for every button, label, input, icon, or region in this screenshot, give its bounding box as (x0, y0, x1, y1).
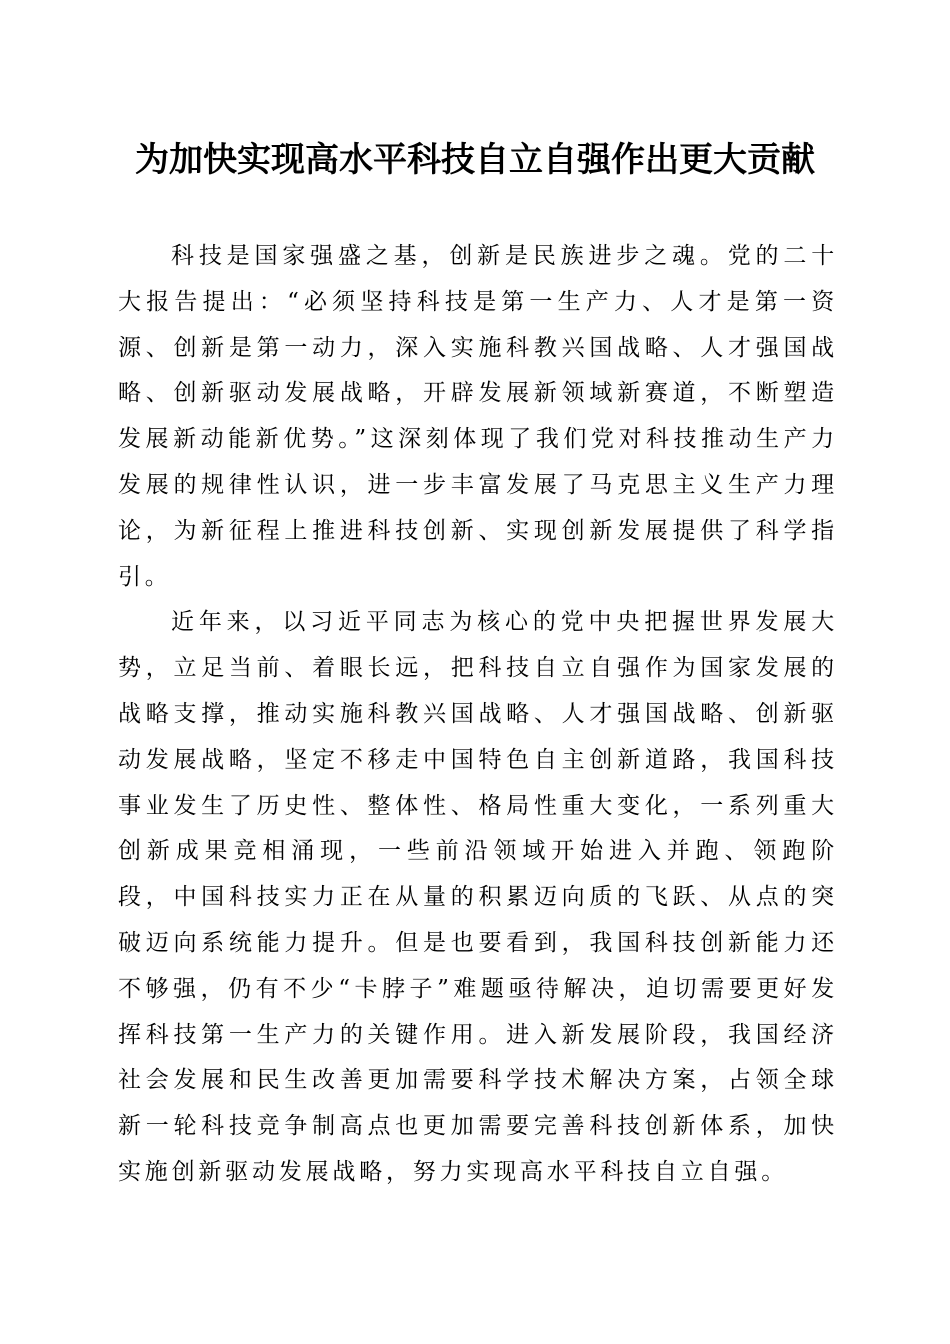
document-title: 为加快实现高水平科技自立自强作出更大贡献 (135, 140, 815, 180)
paragraph-2: 近年来，以习近平同志为核心的党中央把握世界发展大势，立足当前、着眼长远，把科技自立自强作为国家发展的战略支撑，推动实施科教兴国战略、人才强国战略、创新驱动发展战略，坚定不移走中国特色自主创新道路，我国科技事业发生了历史性、整体性、格局性重大变化，一系列重大创新成果竞相涌现，一些前沿领域开始进入并跑、领跑阶段，中国科技实力正在从量的积累迈向质的飞跃、从点的突破迈向系统能力提升。但是也要看到，我国科技创新能力还不够强，仍有不少“卡脖子”难题亟待解决，迫切需要更好发挥科技第一生产力的关键作用。进入新发展阶段，我国经济社会发展和民生改善更加需要科学技术解决方案，占领全球新一轮科技竞争制高点也更加需要完善科技创新体系，加快实施创新驱动发展战略，努力实现高水平科技自立自强。 (118, 609, 838, 1185)
paragraph-1: 科技是国家强盛之基，创新是民族进步之魂。党的二十大报告提出：“必须坚持科技是第一生产力、人才是第一资源、创新是第一动力，深入实施科教兴国战略、人才强国战略、创新驱动发展战略，开辟发展新领域新赛道，不断塑造发展新动能新优势。”这深刻体现了我们党对科技推动生产力发展的规律性认识，进一步丰富发展了马克思主义生产力理论，为新征程上推进科技创新、实现创新发展提供了科学指引。 (118, 243, 838, 590)
document-body (118, 234, 838, 1196)
